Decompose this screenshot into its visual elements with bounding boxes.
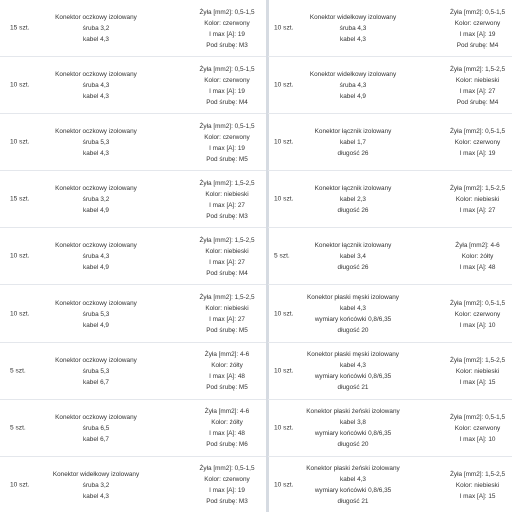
spec-line: I max [A]: 27 — [209, 258, 245, 266]
spec-line: Pod śrubę: M4 — [456, 98, 499, 106]
product-description-cell — [298, 406, 408, 450]
quantity-cell: 10 szt. — [10, 138, 30, 146]
spec-line: Pod śrubę: M3 — [206, 498, 248, 506]
spec-line: Żyła [mm2]: 4-6 — [204, 351, 250, 359]
specification-cell — [186, 292, 268, 336]
spec-line: Kolor: czerwony — [454, 310, 501, 318]
product-detail: długość 20 — [337, 441, 369, 449]
spec-line: I max [A]: 19 — [209, 30, 245, 38]
spec-line: Żyła [mm2]: 1,5-2,5 — [199, 179, 255, 187]
spec-line: Żyła [mm2]: 0,5-1,5 — [199, 8, 255, 16]
product-detail: kabel 4,3 — [83, 93, 109, 101]
table-row — [268, 285, 512, 342]
spec-line: I max [A]: 27 — [459, 87, 496, 95]
spec-line: I max [A]: 48 — [209, 373, 245, 381]
product-name: Konektor oczkowy izolowany — [55, 299, 137, 307]
quantity-cell: 15 szt. — [10, 24, 30, 32]
spec-line: Kolor: czerwony — [454, 424, 501, 432]
spec-line: I max [A]: 27 — [209, 316, 245, 324]
specification-cell — [186, 349, 268, 393]
spec-line: Żyła [mm2]: 0,5-1,5 — [449, 413, 506, 421]
product-name: Konektor oczkowy izolowany — [55, 356, 137, 364]
spec-line: Kolor: niebieski — [455, 76, 500, 84]
specification-cell — [443, 7, 512, 51]
spec-line: I max [A]: 15 — [459, 378, 496, 386]
spec-line: Żyła [mm2]: 1,5-2,5 — [199, 294, 255, 302]
spec-line: Kolor: żółty — [211, 419, 243, 427]
specification-cell — [443, 183, 512, 216]
quantity-cell: 10 szt. — [274, 310, 294, 318]
product-name: Konektor płaski żeński izolowany — [306, 408, 400, 416]
spec-line: Pod śrubę: M4 — [206, 98, 248, 106]
product-detail: śruba 6,5 — [82, 424, 110, 432]
spec-line: Żyła [mm2]: 4-6 — [204, 408, 250, 416]
specification-cell — [186, 121, 268, 165]
quantity-cell: 5 szt. — [274, 252, 290, 260]
product-description-cell — [50, 240, 142, 273]
product-detail: kabel 4,3 — [83, 492, 109, 500]
product-detail: długość 26 — [337, 207, 369, 215]
spec-line: Pod śrubę: M5 — [206, 155, 248, 163]
product-name: Konektor widełkowy izolowany — [309, 14, 397, 22]
spec-line: I max [A]: 19 — [459, 30, 496, 38]
product-name: Konektor oczkowy izolowany — [55, 413, 137, 421]
product-detail: śruba 3,2 — [82, 25, 110, 33]
spec-line: I max [A]: 48 — [459, 264, 496, 272]
quantity-cell: 10 szt. — [274, 424, 294, 432]
product-description-cell — [298, 183, 408, 216]
specification-cell — [186, 406, 268, 450]
product-name: Konektor widełkowy izolowany — [309, 71, 397, 79]
product-description-cell — [298, 463, 408, 507]
quantity-cell: 10 szt. — [10, 310, 30, 318]
quantity-cell: 10 szt. — [10, 252, 30, 260]
product-description-cell — [50, 69, 142, 102]
spec-line: Żyła [mm2]: 0,5-1,5 — [449, 299, 506, 307]
table-row — [268, 400, 512, 457]
specification-cell — [443, 240, 512, 273]
product-name: Konektor oczkowy izolowany — [55, 242, 137, 250]
product-description-cell — [298, 126, 408, 159]
specification-cell — [186, 64, 268, 108]
product-detail: długość 26 — [337, 264, 369, 272]
product-detail: długość 20 — [337, 327, 369, 335]
spec-line: Pod śrubę: M5 — [206, 327, 248, 335]
spec-line: Kolor: niebieski — [455, 481, 500, 489]
product-detail: kabel 4,3 — [340, 36, 366, 44]
specification-cell — [186, 7, 268, 51]
product-detail: kabel 4,9 — [83, 321, 109, 329]
product-detail: śruba 5,3 — [82, 310, 110, 318]
product-detail: śruba 4,3 — [82, 253, 110, 261]
product-name: Konektor oczkowy izolowany — [55, 14, 137, 22]
spec-line: Pod śrubę: M3 — [206, 212, 248, 220]
product-detail: śruba 4,3 — [339, 25, 367, 33]
spec-line: Kolor: niebieski — [205, 305, 249, 313]
product-description-cell — [298, 240, 408, 273]
product-detail: śruba 5,3 — [82, 139, 110, 147]
product-detail: kabel 4,3 — [340, 476, 366, 484]
table-row — [268, 343, 512, 400]
specification-cell — [186, 235, 268, 279]
product-detail: śruba 4,3 — [82, 82, 110, 90]
product-name: Konektor łącznik izolowany — [314, 185, 392, 193]
spec-line: Żyła [mm2]: 1,5-2,5 — [449, 185, 506, 193]
spec-line: Pod śrubę: M5 — [206, 384, 248, 392]
spec-line: Kolor: czerwony — [204, 76, 250, 84]
specification-cell — [443, 412, 512, 445]
specification-cell — [443, 298, 512, 331]
spec-line: I max [A]: 19 — [459, 150, 496, 158]
spec-line: Kolor: czerwony — [204, 133, 250, 141]
table-row — [268, 114, 512, 171]
product-detail: kabel 3,8 — [340, 419, 366, 427]
product-detail: śruba 3,2 — [82, 196, 110, 204]
spec-line: Żyła [mm2]: 4-6 — [455, 242, 500, 250]
product-detail: wymiary końcówki 0,8/6,35 — [314, 430, 392, 438]
spec-line: I max [A]: 19 — [209, 87, 245, 95]
product-name: Konektor płaski męski izolowany — [307, 351, 399, 359]
product-detail: długość 26 — [337, 150, 369, 158]
spec-line: Kolor: niebieski — [455, 367, 500, 375]
quantity-cell: 5 szt. — [10, 424, 26, 432]
spec-line: Kolor: czerwony — [454, 139, 501, 147]
spec-line: Pod śrubę: M4 — [206, 269, 248, 277]
table-row — [0, 285, 268, 342]
table-row — [268, 57, 512, 114]
specification-cell — [186, 178, 268, 222]
product-name: Konektor płaski żeński izolowany — [306, 465, 400, 473]
table-row — [0, 400, 268, 457]
spec-line: Żyła [mm2]: 1,5-2,5 — [449, 470, 506, 478]
product-detail: wymiary końcówki 0,8/6,35 — [314, 316, 392, 324]
quantity-cell: 10 szt. — [274, 138, 294, 146]
product-detail: kabel 4,3 — [83, 36, 109, 44]
spec-line: Żyła [mm2]: 1,5-2,5 — [199, 236, 255, 244]
spec-line: I max [A]: 48 — [209, 430, 245, 438]
quantity-cell: 5 szt. — [10, 367, 26, 375]
table-row — [268, 457, 512, 512]
spec-line: Kolor: niebieski — [205, 190, 249, 198]
product-description-cell — [50, 126, 142, 159]
product-detail: śruba 3,2 — [82, 481, 110, 489]
quantity-cell: 10 szt. — [10, 481, 30, 489]
product-detail: kabel 4,9 — [83, 207, 109, 215]
product-detail: kabel 6,7 — [83, 435, 109, 443]
spec-line: Żyła [mm2]: 1,5-2,5 — [449, 356, 506, 364]
spec-line: Pod śrubę: M3 — [206, 41, 248, 49]
product-detail: kabel 4,9 — [83, 264, 109, 272]
spec-line: I max [A]: 10 — [459, 321, 496, 329]
spec-line: Żyła [mm2]: 0,5-1,5 — [449, 128, 506, 136]
spec-line: Żyła [mm2]: 0,5-1,5 — [199, 122, 255, 130]
product-name: Konektor oczkowy izolowany — [55, 185, 137, 193]
product-name: Konektor płaski męski izolowany — [307, 294, 399, 302]
product-name: Konektor łącznik izolowany — [314, 128, 392, 136]
table-row — [0, 228, 268, 285]
specification-cell — [186, 463, 268, 507]
product-detail: długość 21 — [337, 498, 369, 506]
table-row — [268, 171, 512, 228]
product-detail: długość 21 — [337, 384, 369, 392]
table-row — [0, 343, 268, 400]
spec-line: Kolor: żółty — [211, 362, 243, 370]
spec-line: Pod śrubę: M6 — [206, 441, 248, 449]
spec-line: Pod śrubę: M4 — [456, 41, 499, 49]
product-detail: kabel 4,3 — [83, 150, 109, 158]
specification-cell — [443, 126, 512, 159]
product-description-cell — [50, 183, 142, 216]
spec-line: I max [A]: 10 — [459, 435, 496, 443]
quantity-cell: 10 szt. — [10, 81, 30, 89]
product-detail: kabel 4,9 — [340, 93, 366, 101]
product-name: Konektor oczkowy izolowany — [55, 71, 137, 79]
product-description-cell — [298, 292, 408, 336]
specification-cell — [443, 64, 512, 108]
spec-line: I max [A]: 19 — [209, 144, 245, 152]
quantity-cell: 10 szt. — [274, 195, 294, 203]
product-description-cell — [298, 69, 408, 102]
product-description-cell — [50, 412, 142, 445]
product-detail: kabel 4,3 — [340, 305, 366, 313]
spec-line: Żyła [mm2]: 0,5-1,5 — [199, 65, 255, 73]
product-detail: kabel 4,3 — [340, 362, 366, 370]
spec-line: Kolor: czerwony — [454, 19, 501, 27]
product-detail: kabel 6,7 — [83, 378, 109, 386]
spec-line: I max [A]: 27 — [209, 201, 245, 209]
product-name: Konektor oczkowy izolowany — [55, 128, 137, 136]
product-detail: kabel 3,4 — [340, 253, 366, 261]
product-description-cell — [50, 469, 142, 502]
product-description-cell — [50, 298, 142, 331]
product-detail: wymiary końcówki 0,8/6,35 — [314, 487, 392, 495]
spec-line: I max [A]: 27 — [459, 207, 496, 215]
product-detail: wymiary końcówki 0,8/6,35 — [314, 373, 392, 381]
table-row — [268, 228, 512, 285]
spec-line: Kolor: niebieski — [455, 196, 500, 204]
quantity-cell: 10 szt. — [274, 81, 294, 89]
spec-line: I max [A]: 15 — [459, 492, 496, 500]
table-row — [0, 114, 268, 171]
spec-line: I max [A]: 19 — [209, 487, 245, 495]
right-column — [268, 0, 512, 512]
product-detail: śruba 4,3 — [339, 82, 367, 90]
product-description-cell — [50, 355, 142, 388]
table-row — [268, 0, 512, 57]
spec-line: Żyła [mm2]: 0,5-1,5 — [199, 465, 255, 473]
specification-cell — [443, 469, 512, 502]
quantity-cell: 10 szt. — [274, 24, 294, 32]
product-description-cell — [50, 12, 142, 45]
product-name: Konektor łącznik izolowany — [314, 242, 392, 250]
quantity-cell: 10 szt. — [274, 367, 294, 375]
spec-line: Żyła [mm2]: 0,5-1,5 — [449, 8, 506, 16]
table-row — [0, 457, 268, 512]
spec-line: Kolor: czerwony — [204, 19, 250, 27]
spec-line: Kolor: niebieski — [205, 247, 249, 255]
product-description-cell — [298, 12, 408, 45]
quantity-cell: 15 szt. — [10, 195, 30, 203]
product-detail: kabel 1,7 — [340, 139, 366, 147]
product-description-cell — [298, 349, 408, 393]
specification-cell — [443, 355, 512, 388]
product-detail: kabel 2,3 — [340, 196, 366, 204]
table-row — [0, 0, 268, 57]
spec-line: Kolor: czerwony — [204, 476, 250, 484]
product-detail: śruba 5,3 — [82, 367, 110, 375]
product-name: Konektor widełkowy izolowany — [52, 470, 140, 478]
table-row — [0, 171, 268, 228]
quantity-cell: 10 szt. — [274, 481, 294, 489]
table-row — [0, 57, 268, 114]
spec-line: Kolor: żółty — [461, 253, 494, 261]
spec-line: Żyła [mm2]: 1,5-2,5 — [449, 65, 506, 73]
